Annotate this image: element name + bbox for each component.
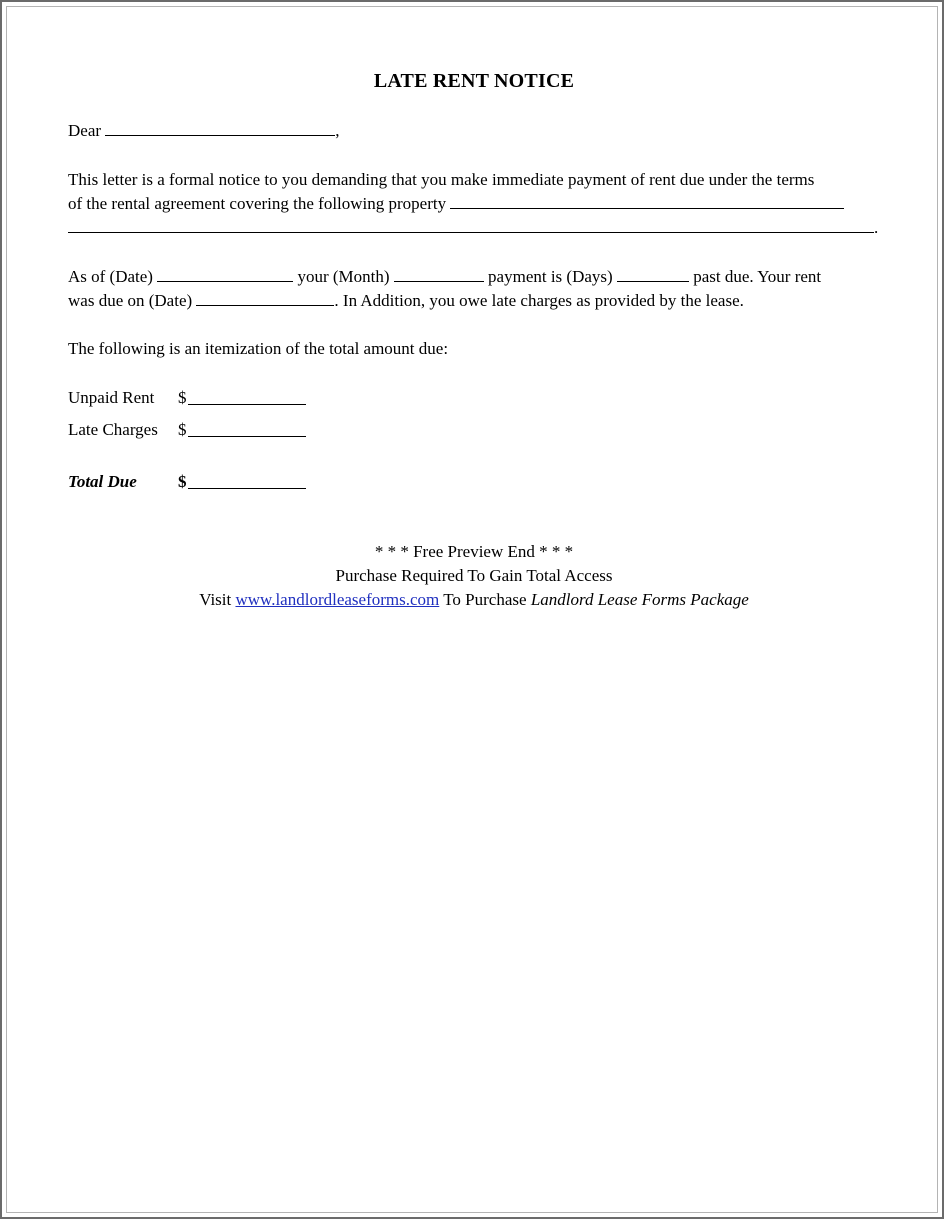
- preview-end-marker: * * * Free Preview End * * *: [374, 542, 574, 561]
- late-charges-currency: $: [178, 420, 187, 439]
- total-due-label: Total Due: [68, 472, 137, 491]
- days-blank[interactable]: [617, 265, 689, 282]
- late-charges-amount-blank[interactable]: [188, 418, 306, 437]
- para2-line2: [68, 289, 744, 313]
- line-item-total-due: [68, 470, 368, 494]
- unpaid-rent-label: Unpaid Rent: [68, 388, 155, 407]
- recipient-name-blank[interactable]: [105, 119, 335, 136]
- property-address-blank[interactable]: [450, 192, 844, 209]
- para1-line1: This letter is a formal notice to you demanding that you make immediate payment of rent due under the terms: [68, 170, 815, 189]
- salutation-text: Dear: [68, 121, 102, 140]
- as-of-date-blank[interactable]: [157, 265, 293, 282]
- past-due-text: past due. Your rent: [693, 267, 822, 286]
- total-due-currency: $: [178, 472, 187, 491]
- month-blank[interactable]: [394, 265, 484, 282]
- purchase-required-text: Purchase Required To Gain Total Access: [335, 566, 613, 585]
- para1-period: .: [874, 218, 879, 237]
- line-item-late-charges: [68, 418, 368, 442]
- salutation-comma: ,: [335, 121, 340, 140]
- salutation-line: [68, 119, 340, 143]
- due-on-date-label: was due on (Date): [68, 291, 193, 310]
- due-date-blank[interactable]: [196, 289, 334, 306]
- para2-line1: [68, 265, 821, 289]
- visit-text: Visit: [199, 590, 232, 609]
- purchase-link-line: [68, 588, 880, 612]
- as-of-date-label: As of (Date): [68, 267, 153, 286]
- line-item-unpaid-rent: [68, 386, 368, 410]
- in-addition-text: . In Addition, you owe late charges as provided by the lease.: [334, 291, 744, 310]
- document-title: LATE RENT NOTICE: [373, 70, 575, 92]
- payment-days-label: payment is (Days): [488, 267, 613, 286]
- unpaid-rent-amount-blank[interactable]: [188, 386, 306, 405]
- para1-line2-text: of the rental agreement covering the following property: [68, 194, 447, 213]
- total-due-amount-blank[interactable]: [188, 470, 306, 489]
- itemization-intro: The following is an itemization of the total amount due:: [68, 339, 449, 358]
- landlord-lease-forms-link[interactable]: www.landlordleaseforms.com: [235, 590, 440, 609]
- para1-line3: [68, 216, 878, 240]
- para1-line2: [68, 192, 844, 216]
- property-address-blank-2[interactable]: [68, 216, 874, 233]
- unpaid-rent-currency: $: [178, 388, 187, 407]
- your-month-label: your (Month): [297, 267, 390, 286]
- package-name: Landlord Lease Forms Package: [530, 590, 749, 609]
- late-charges-label: Late Charges: [68, 420, 158, 439]
- to-purchase-text: To Purchase: [443, 590, 527, 609]
